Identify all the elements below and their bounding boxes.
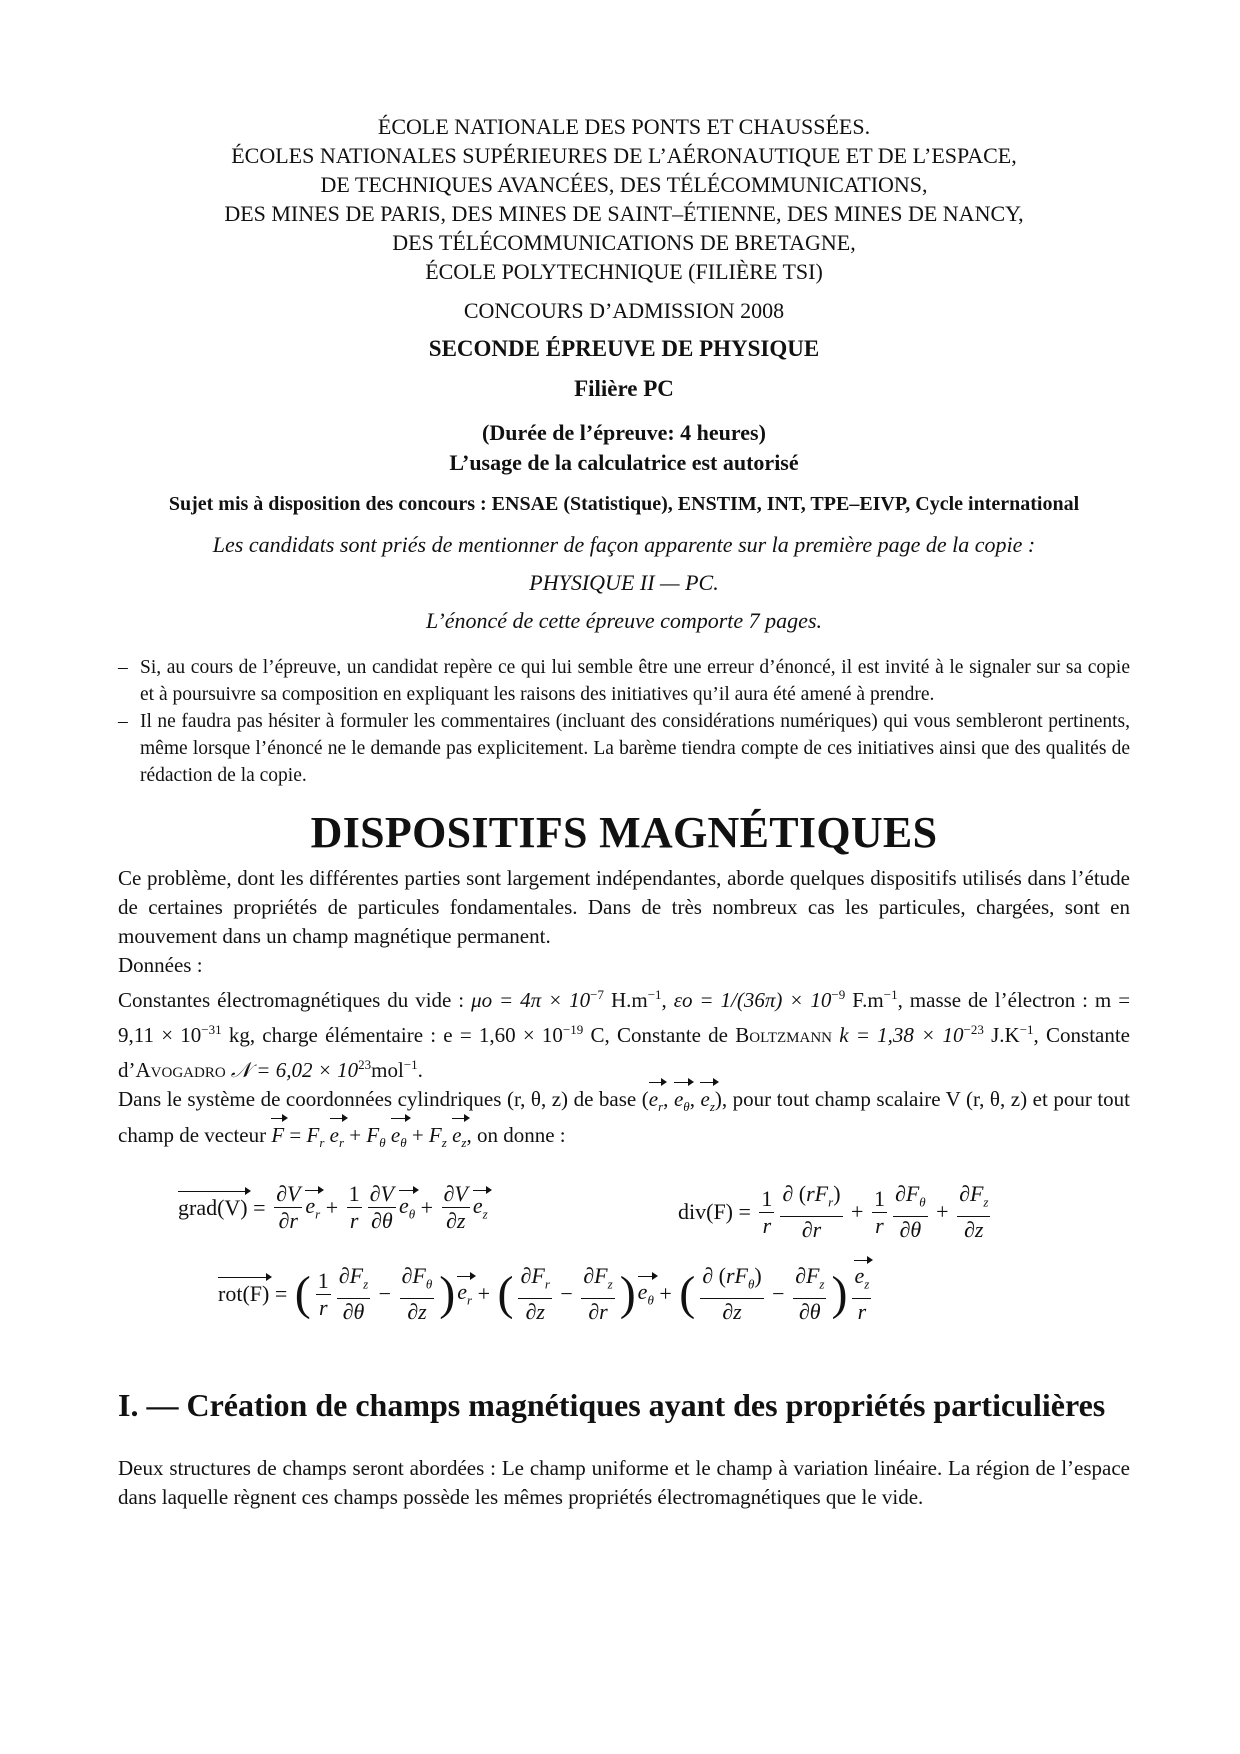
rule-text: Il ne faudra pas hésiter à formuler les commentaires (incluant des considérations numériques) qui vous sembleront pertinents, même lorsque l’énoncé ne le demande pas explicitement. La barème tiendra compte de ces initiatives ainsi que des qualités de rédaction de la copie. <box>140 711 1130 786</box>
candidats-note: Les candidats sont priés de mentionner de façon apparente sur la première page de la copie : <box>212 532 1036 557</box>
header-line: ÉCOLE POLYTECHNIQUE (FILIÈRE TSI) <box>425 259 823 284</box>
duree-block <box>118 418 1130 478</box>
formulas-block <box>118 1167 1130 1347</box>
header-line: ÉCOLE NATIONALE DES PONTS ET CHAUSSÉES. <box>377 114 871 139</box>
grad-label: grad(V) <box>178 1194 248 1220</box>
constants-paragraph: Constantes électromagnétiques du vide : $\mu o = 4\pi \times 10^{-7}$ $H.m^{-1}$, $\varepsilon o = 1/(36\pi) \times 10^{-9}$ $F.m^{-1}$, masse de l’électron : $m = 9,11 \times 10^{-31}$ kg, charge élémentaire : $e = 1,60 \times 10^{-19}$ C, Constante de Boltzmann $k = 1,38 \times 10^{-23}$ $J.K^{-1}$, Constante d’Avogadro 𝒩 = $6,02 \times 10^{23}mol^{-1}$. <box>118 987 1131 1082</box>
coordinates-paragraph: Dans le système de coordonnées cylindriques (r, θ, z) de base ($e_r$, $e_\theta$, $e_z$), pour tout champ scalaire V (r, θ, z) et pour tout champ de vecteur $F = F_r$ $e_r + F_\theta$ $e_\theta + F_z$ $e_z$, on donne : <box>118 1085 1130 1157</box>
duree-label: (Durée de l’épreuve: 4 heures) <box>482 420 766 445</box>
header-line: DE TECHNIQUES AVANCÉES, DES TÉLÉCOMMUNICATIONS, <box>320 172 928 197</box>
page <box>118 112 1130 1512</box>
header-line: DES MINES DE PARIS, DES MINES DE SAINT–ÉTIENNE, DES MINES DE NANCY, <box>224 201 1024 226</box>
header-line: ÉCOLES NATIONALES SUPÉRIEURES DE L’AÉRONAUTIQUE ET DE L’ESPACE, <box>231 143 1017 168</box>
grad-formula: grad(V) = $\frac{\partial V}{\partial r}$ $e_r$ + $\frac{1}{r}$ $\frac{\partial V}{\partial\theta}$ $e_\theta$ + $\frac{\partial V}{\partial z}$ $e_z$ <box>178 1181 488 1234</box>
rule-text: Si, au cours de l’épreuve, un candidat repère ce qui lui semble être une erreur d’énoncé, il est invité à le signaler sur sa copie et à poursuivre sa composition en expliquant les raisons des initiatives qu’il aura été amené à prendre. <box>140 657 1130 705</box>
institutions-header <box>118 112 1130 286</box>
header-line: DES TÉLÉCOMMUNICATIONS DE BRETAGNE, <box>392 230 856 255</box>
main-title: DISPOSITIFS MAGNÉTIQUES <box>310 808 938 857</box>
section-paragraph: Deux structures de champs seront abordées : Le champ uniforme et le champ à variation linéaire. La région de l’espace dans laquelle règnent ces champs possède les mêmes propriétés électromagnétiques que le vide. <box>118 1456 1130 1510</box>
div-formula: div(F) = $\frac{1}{r}$ $\frac{\partial (rF_r)}{\partial r}$ + $\frac{1}{r}$ $\frac{\partial F_\theta}{\partial\theta}$ + $\frac{\partial F_z}{\partial z}$ <box>678 1181 989 1242</box>
intro-paragraph: Ce problème, dont les différentes parties sont largement indépendantes, aborde quelques dispositifs utilisés dans l’étude de certaines propriétés de particules fondamentales. Dans de très nombreux cas les particules, chargées, sont en mouvement dans un champ magnétique permanent. <box>118 866 1130 948</box>
donnees-label: Données : <box>118 953 203 977</box>
div-label: div(F) <box>678 1199 733 1225</box>
rot-formula: rot(F) = ( $\frac{1}{r}$ $\frac{\partial F_z}{\partial\theta}$ − $\frac{\partial F_\theta}{\partial z}$ ) $e_r$ + ( $\frac{\partial F_r}{\partial z}$ − $\frac{\partial F_z}{\partial r}$ ) $e_\theta$ + ( $\frac{\partial (rF_\theta)}{\partial z}$ − $\frac{\partial F_z}{\partial\theta}$ ) $\frac{e_z}{r}$ <box>218 1263 870 1324</box>
rules-list <box>118 654 1130 789</box>
list-item: – Si, au cours de l’épreuve, un candidat repère ce qui lui semble être une erreur d’énoncé, il est invité à le signaler sur sa copie et à poursuivre sa composition en expliquant les raisons des initiatives qu’il aura été amené à prendre. <box>118 657 1130 705</box>
list-item: – Il ne faudra pas hésiter à formuler les commentaires (incluant des considérations numériques) qui vous sembleront pertinents, même lorsque l’énoncé ne le demande pas explicitement. La barème tiendra compte de ces initiatives ainsi que des qualités de rédaction de la copie. <box>118 711 1130 786</box>
concours-label: CONCOURS D’ADMISSION 2008 <box>463 298 785 323</box>
enonce-note: L’énoncé de cette épreuve comporte 7 pages. <box>425 608 823 633</box>
sujet-label: Sujet mis à disposition des concours : ENSAE (Statistique), ENSTIM, INT, TPE–EIVP, Cycle international <box>168 493 1080 515</box>
filiere-label: Filière PC <box>574 376 674 401</box>
calculatrice-label: L’usage de la calculatrice est autorisé <box>449 450 799 475</box>
section-title: I. — Création de champs magnétiques ayant des propriétés particulières <box>118 1387 1106 1424</box>
rot-label: rot(F) <box>218 1281 270 1307</box>
physique-label: PHYSIQUE II — PC. <box>529 570 719 595</box>
epreuve-title: SECONDE ÉPREUVE DE PHYSIQUE <box>428 336 820 361</box>
